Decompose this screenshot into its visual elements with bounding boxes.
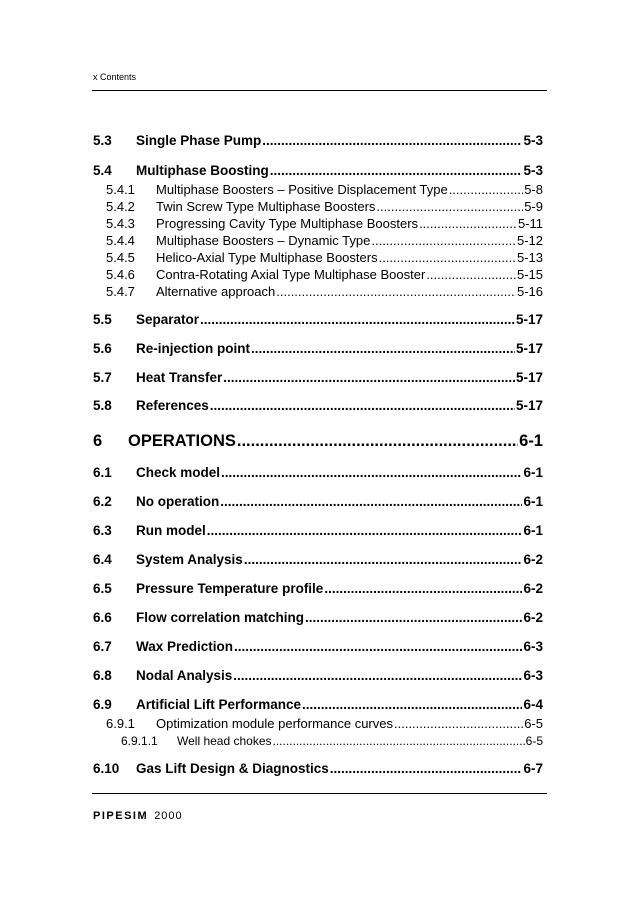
running-header: x Contents xyxy=(93,72,137,82)
toc-title: Multiphase Boosters – Dynamic Type xyxy=(156,233,371,248)
toc-page: 6-4 xyxy=(523,697,543,712)
toc-entry-5-6[interactable] xyxy=(93,341,543,356)
toc-entry-5-4-1[interactable] xyxy=(106,182,543,197)
toc-entry-5-4-2[interactable] xyxy=(106,199,543,214)
toc-entry-6-5[interactable] xyxy=(93,581,543,596)
toc-number: 5.5 xyxy=(93,312,112,327)
toc-entry-5-4-5[interactable] xyxy=(106,250,543,265)
toc-number: 5.7 xyxy=(93,370,112,385)
toc-number: 5.4.1 xyxy=(106,182,135,197)
toc-entry-5-4-4[interactable] xyxy=(106,233,543,248)
toc-entry-6-4[interactable] xyxy=(93,552,543,567)
toc-number: 6.4 xyxy=(93,552,112,567)
toc-number: 5.4 xyxy=(93,163,112,178)
toc-entry-5-3[interactable] xyxy=(93,133,543,148)
toc-number: 6.9.1.1 xyxy=(121,734,158,748)
toc-number: 6.9.1 xyxy=(106,716,135,731)
toc-page: 6-3 xyxy=(523,668,543,683)
dot-leader xyxy=(379,250,516,265)
toc-page: 6-2 xyxy=(523,581,543,596)
toc-title: Separator xyxy=(136,312,200,327)
toc-page: 5-11 xyxy=(517,216,543,231)
toc-title: Heat Transfer xyxy=(136,370,223,385)
toc-number: 5.6 xyxy=(93,341,112,356)
toc-title: Gas Lift Design & Diagnostics xyxy=(136,761,329,776)
toc-title: Nodal Analysis xyxy=(136,668,233,683)
toc-page: 5-12 xyxy=(516,233,543,248)
toc-title: Well head chokes xyxy=(177,734,272,748)
dot-leader xyxy=(394,716,523,731)
toc-entry-6-8[interactable] xyxy=(93,668,543,683)
toc-title: Progressing Cavity Type Multiphase Boosters xyxy=(156,216,419,231)
toc-page: 6-5 xyxy=(524,716,543,731)
dot-leader xyxy=(376,199,523,214)
dot-leader xyxy=(426,267,516,282)
toc-page: 5-8 xyxy=(524,182,543,197)
toc-entry-6-3[interactable] xyxy=(93,523,543,538)
toc-entry-6-7[interactable] xyxy=(93,639,543,654)
toc-number: 5.4.4 xyxy=(106,233,135,248)
dot-leader xyxy=(324,581,522,596)
toc-page: 6-2 xyxy=(523,552,543,567)
toc-number: 6.3 xyxy=(93,523,112,538)
dot-leader xyxy=(207,523,523,538)
toc-title: References xyxy=(136,398,209,413)
dot-leader xyxy=(234,639,522,654)
toc-page: 6-1 xyxy=(523,494,543,509)
toc-entry-6-10[interactable] xyxy=(93,761,543,776)
dot-leader xyxy=(237,432,518,451)
toc-page: 5-15 xyxy=(516,267,543,282)
toc-number: 6 xyxy=(93,432,103,450)
dot-leader xyxy=(276,284,516,299)
toc-title: Alternative approach xyxy=(156,284,276,299)
toc-number: 5.4.3 xyxy=(106,216,135,231)
toc-page: 6-7 xyxy=(523,761,543,776)
dot-leader xyxy=(233,668,522,683)
footer-year: 2000 xyxy=(154,810,183,822)
toc-title: System Analysis xyxy=(136,552,243,567)
toc-title: Re-injection point xyxy=(136,341,250,356)
toc-title: Contra-Rotating Axial Type Multiphase Booster xyxy=(156,267,426,282)
dot-leader xyxy=(305,610,522,625)
toc-page: 5-17 xyxy=(515,398,543,413)
toc-page: 6-1 xyxy=(519,432,543,450)
footer-brand: PIPESIM xyxy=(93,810,149,822)
toc-page: 6-3 xyxy=(523,639,543,654)
dot-leader xyxy=(270,163,523,178)
toc-title: Twin Screw Type Multiphase Boosters xyxy=(156,199,376,214)
toc-entry-6-6[interactable] xyxy=(93,610,543,625)
toc-title: Single Phase Pump xyxy=(136,133,262,148)
toc-title: Wax Prediction xyxy=(136,639,234,654)
toc-entry-5-4-7[interactable] xyxy=(106,284,543,299)
dot-leader xyxy=(371,233,516,248)
toc-page: 6-1 xyxy=(523,523,543,538)
toc-entry-5-7[interactable] xyxy=(93,370,543,385)
toc-number: 5.4.7 xyxy=(106,284,135,299)
dot-leader xyxy=(273,734,525,748)
dot-leader xyxy=(200,312,515,327)
toc-number: 5.4.6 xyxy=(106,267,135,282)
toc-entry-chapter-6[interactable] xyxy=(93,432,543,451)
toc-title: Check model xyxy=(136,465,221,480)
toc-entry-5-4-6[interactable] xyxy=(106,267,543,282)
toc-page: 5-3 xyxy=(523,133,543,148)
toc-title: Multiphase Boosting xyxy=(136,163,269,178)
toc-page: 5-17 xyxy=(515,312,543,327)
toc-entry-5-5[interactable] xyxy=(93,312,543,327)
toc-entry-6-9-1-1[interactable] xyxy=(121,734,543,748)
toc-number: 6.2 xyxy=(93,494,112,509)
dot-leader xyxy=(449,182,524,197)
toc-number: 6.5 xyxy=(93,581,112,596)
toc-number: 6.1 xyxy=(93,465,112,480)
toc-title: Multiphase Boosters – Positive Displacement Type xyxy=(156,182,448,197)
toc-page: 5-3 xyxy=(523,163,543,178)
toc-number: 6.8 xyxy=(93,668,112,683)
toc-page: 5-13 xyxy=(516,250,543,265)
toc-title: No operation xyxy=(136,494,220,509)
dot-leader xyxy=(244,552,523,567)
toc-page: 6-2 xyxy=(523,610,543,625)
toc-page: 5-16 xyxy=(516,284,543,299)
toc-number: 5.3 xyxy=(93,133,112,148)
toc-number: 5.4.2 xyxy=(106,199,135,214)
dot-leader xyxy=(262,133,522,148)
dot-leader xyxy=(302,697,522,712)
dot-leader xyxy=(251,341,515,356)
toc-number: 5.8 xyxy=(93,398,112,413)
toc-entry-5-4[interactable] xyxy=(93,163,543,178)
toc-entry-6-9[interactable] xyxy=(93,697,543,712)
toc-title: Artificial Lift Performance xyxy=(136,697,302,712)
dot-leader xyxy=(210,398,515,413)
toc-title: Pressure Temperature profile xyxy=(136,581,324,596)
toc-title: Helico-Axial Type Multiphase Boosters xyxy=(156,250,378,265)
toc-page: 6-5 xyxy=(525,734,543,748)
toc-title: Flow correlation matching xyxy=(136,610,305,625)
toc-number: 5.4.5 xyxy=(106,250,135,265)
toc-title: Optimization module performance curves xyxy=(156,716,393,731)
toc-page: 5-9 xyxy=(524,199,543,214)
dot-leader xyxy=(330,761,523,776)
footer-divider xyxy=(92,793,547,794)
toc-entry-6-2[interactable] xyxy=(93,494,543,509)
toc-title: Run model xyxy=(136,523,206,538)
header-divider xyxy=(92,90,547,91)
toc-number: 6.6 xyxy=(93,610,112,625)
toc-page: 6-1 xyxy=(523,465,543,480)
toc-page: 5-17 xyxy=(515,370,543,385)
toc-title: OPERATIONS xyxy=(128,432,236,450)
dot-leader xyxy=(221,465,522,480)
toc-number: 6.10 xyxy=(93,761,120,776)
toc-number: 6.7 xyxy=(93,639,112,654)
toc-number: 6.9 xyxy=(93,697,112,712)
dot-leader xyxy=(419,216,517,231)
toc-entry-6-1[interactable] xyxy=(93,465,543,480)
dot-leader xyxy=(220,494,522,509)
toc-entry-5-4-3[interactable] xyxy=(106,216,543,231)
toc-entry-6-9-1[interactable] xyxy=(106,716,543,731)
page-footer xyxy=(93,810,183,822)
toc-page: 5-17 xyxy=(515,341,543,356)
dot-leader xyxy=(223,370,515,385)
toc-entry-5-8[interactable] xyxy=(93,398,543,413)
